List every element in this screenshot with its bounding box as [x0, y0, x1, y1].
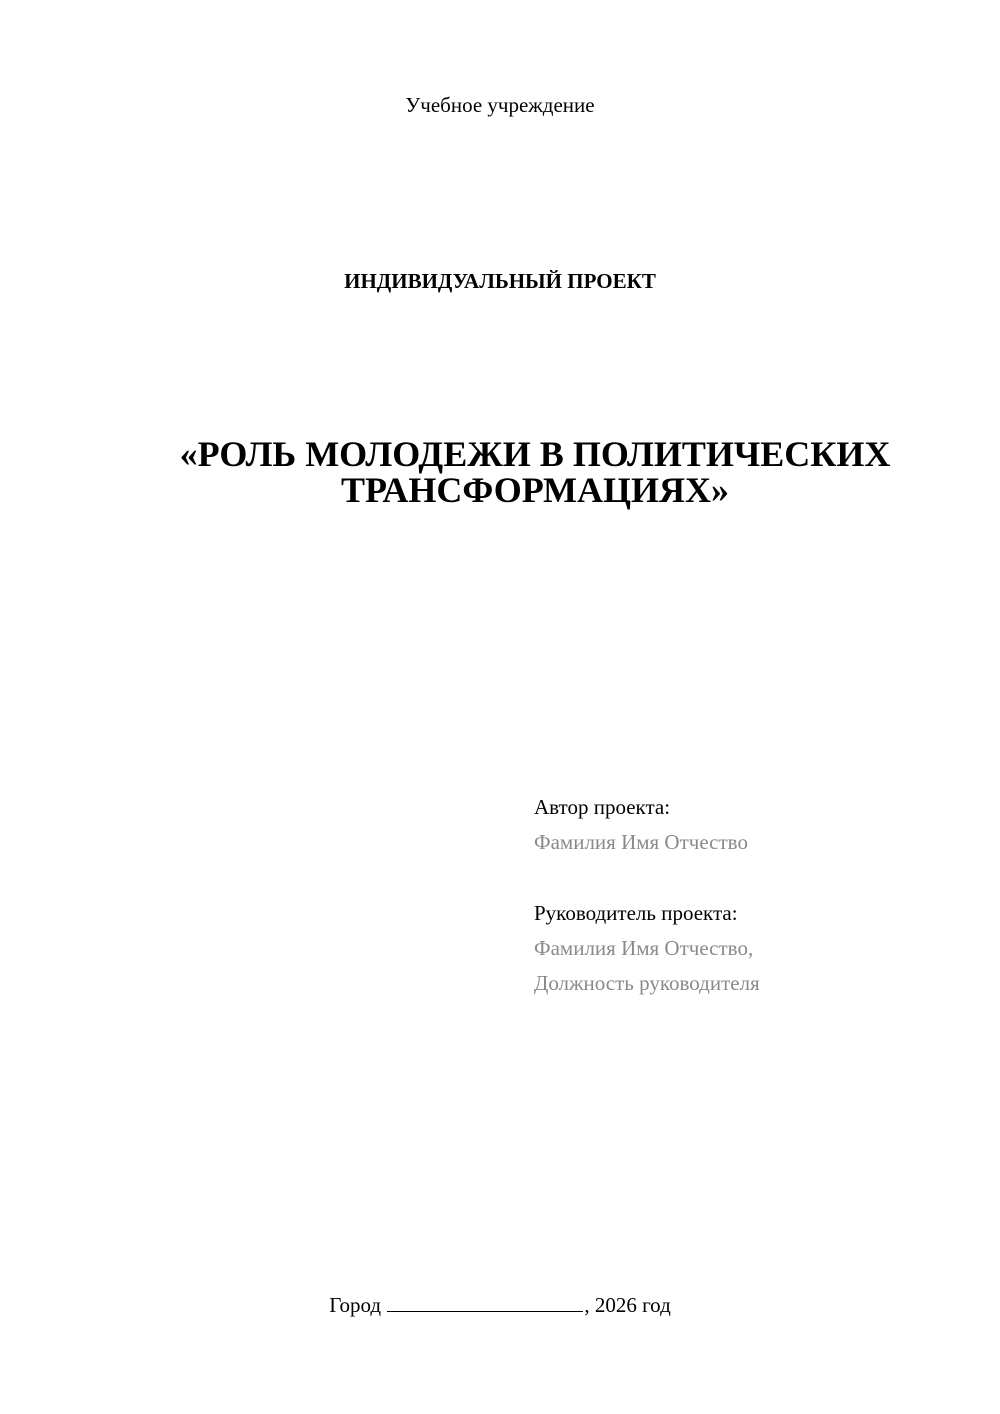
supervisor-name-placeholder: Фамилия Имя Отчество,	[534, 936, 754, 960]
project-title-line-2: ТРАНСФОРМАЦИЯХ»	[340, 470, 730, 510]
project-credits	[534, 790, 974, 1001]
supervisor-label: Руководитель проекта:	[534, 901, 738, 925]
city-label: Город	[329, 1293, 382, 1317]
project-title	[100, 436, 970, 508]
project-title-line-1: «РОЛЬ МОЛОДЕЖИ В ПОЛИТИЧЕСКИХ	[179, 434, 891, 474]
supervisor-position-placeholder: Должность руководителя	[534, 971, 760, 995]
credits-spacer	[534, 860, 974, 896]
institution-name: Учебное учреждение	[405, 93, 595, 117]
author-label: Автор проекта:	[534, 795, 671, 819]
author-name-placeholder: Фамилия Имя Отчество	[534, 830, 748, 854]
city-year-footer	[0, 1292, 1000, 1318]
city-blank-line	[387, 1293, 583, 1312]
year-text: , 2026 год	[584, 1293, 671, 1317]
document-type-heading: ИНДИВИДУАЛЬНЫЙ ПРОЕКТ	[344, 269, 656, 293]
